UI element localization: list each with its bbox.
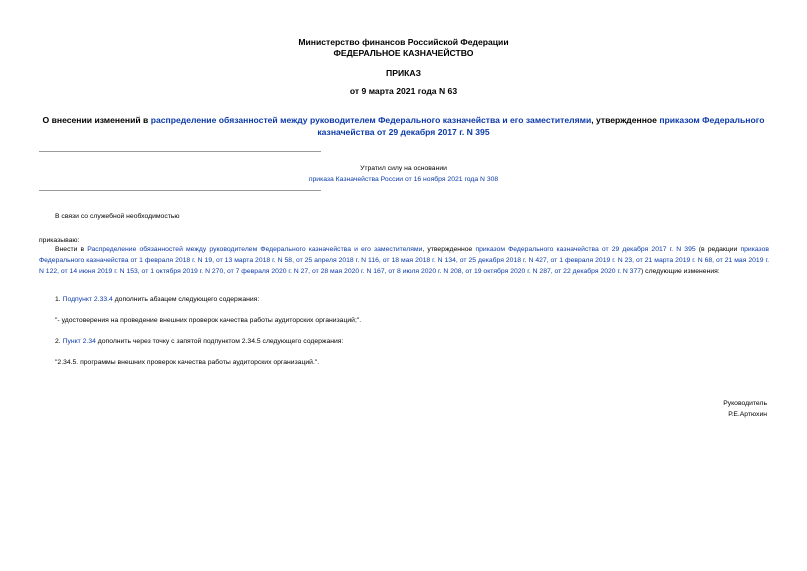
signature-position: Руководитель: [723, 400, 767, 407]
p1-text-b: , утвержденное: [422, 246, 476, 253]
main-paragraph: [39, 244, 769, 278]
title-link-distribution[interactable]: распределение обязанностей между руководителем Федерального казначейства и его заместителями: [150, 115, 592, 125]
p1-text-c: (в редакции: [695, 246, 741, 253]
divider-top: [39, 151, 321, 152]
item2-number: 2.: [55, 338, 63, 345]
status-note-text: Утратил силу на основании: [360, 165, 447, 172]
quote-2: "2.34.5. программы внешних проверок качества работы аудиторских организаций.".: [55, 359, 320, 366]
p1-link-distribution[interactable]: Распределение обязанностей между руководителем Федерального казначейства и его заместителями: [87, 246, 423, 253]
item2-text: дополнить через точку с запятой подпунктом 2.34.5 следующего содержания:: [95, 338, 344, 345]
title-prefix: О внесении изменений в: [42, 115, 151, 125]
status-note-link[interactable]: приказа Казначейства России от 16 ноября 2021 года N 308: [308, 176, 499, 183]
item-2: [55, 336, 343, 347]
item2-link[interactable]: Пункт 2.34: [62, 338, 96, 345]
p1-link-amending-orders[interactable]: приказов Федерального казначейства от 1 февраля 2018 г. N 19, от 13 марта 2018 г. N 58, от 25 апреля 2018 г. N 116, от 18 мая 2018 г. N 134, от 25 декабря 2018 г. N 427, от 1 февраля 2019 г. N 23, от 21 марта 2019 г. N 68, от 21 мая 2019 г. N 122, от 14 июня 2019 г. N 153, от 1 октября 2019 г. N 270, от 7 февраля 2020 г. N 27, от 28 мая 2020 г. N 167, от 8 июля 2020 г. N 208, от 19 октября 2020 г. N 287, от 22 декабря 2020 г. N 377: [39, 246, 769, 276]
agency-name: ФЕДЕРАЛЬНОЕ КАЗНАЧЕЙСТВО: [333, 48, 474, 58]
order-word: приказываю:: [39, 237, 80, 244]
p1-link-order-395[interactable]: приказом Федерального казначейства от 29 декабря 2017 г. N 395: [475, 246, 696, 253]
ministry-name: Министерство финансов Российской Федерации: [298, 37, 509, 47]
document-type: ПРИКАЗ: [386, 68, 421, 78]
item-1: [55, 294, 259, 305]
p1-text-a: Внести в: [55, 246, 88, 253]
title-middle: , утвержденное: [591, 115, 660, 125]
title-link-order-395[interactable]: приказом Федерального казначейства от 29 декабря 2017 г. N 395: [317, 115, 765, 137]
quote-1: "- удостоверения на проведение внешних проверок качества работы аудиторских организаций;".: [55, 317, 362, 324]
signature-name: Р.Е.Артюхин: [728, 411, 767, 418]
status-note-wrap: [0, 175, 807, 184]
intro-paragraph: В связи со служебной необходимостью: [55, 213, 180, 220]
document-date-number: от 9 марта 2021 года N 63: [349, 86, 458, 96]
document-title: [40, 115, 767, 138]
p1-text-d: ) следующие изменения:: [641, 268, 720, 276]
divider-bottom: [39, 190, 321, 191]
item1-link[interactable]: Подпункт 2.33.4: [62, 296, 113, 303]
item1-text: дополнить абзацем следующего содержания:: [112, 296, 260, 303]
item1-number: 1.: [55, 296, 63, 303]
